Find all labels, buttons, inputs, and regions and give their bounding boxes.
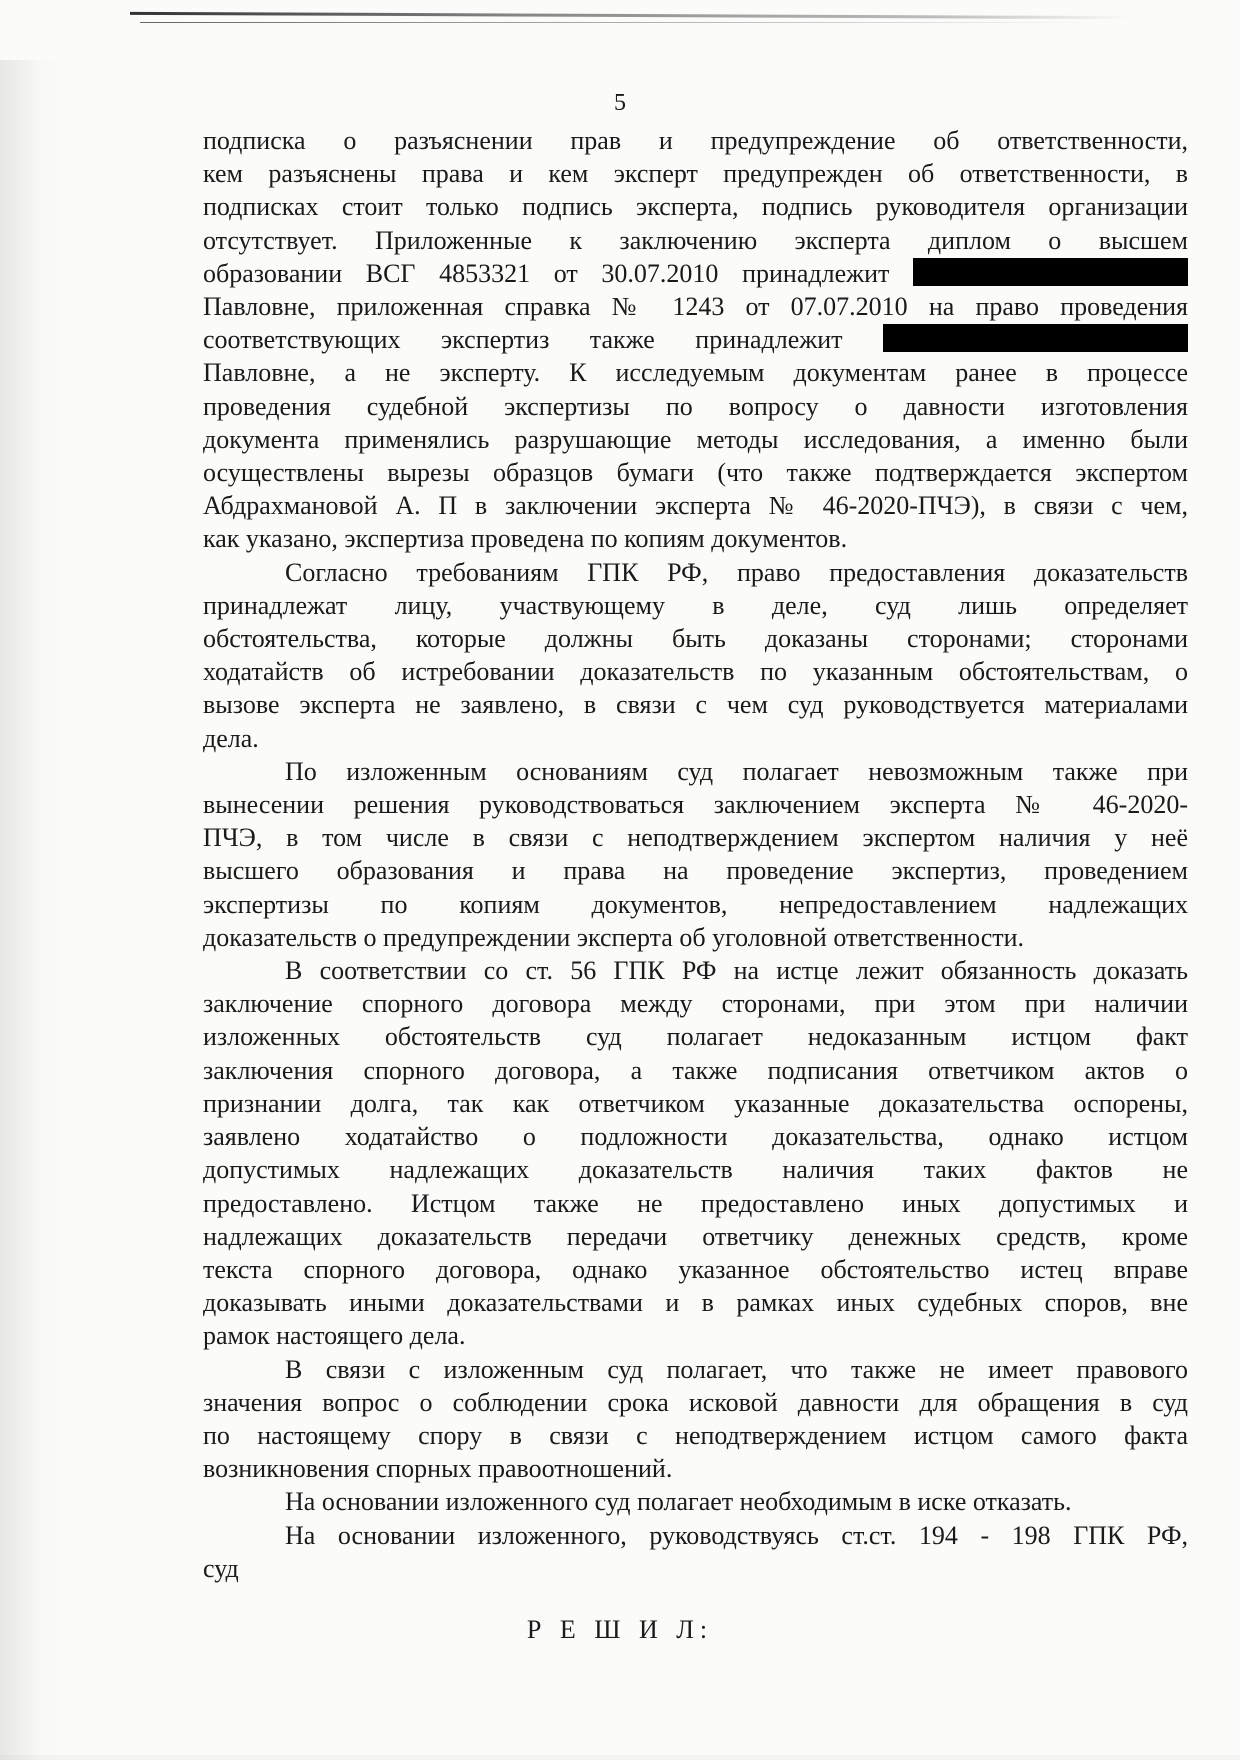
text-line bbox=[203, 788, 1188, 821]
scan-edge-top bbox=[130, 12, 1130, 19]
text-line bbox=[203, 390, 1188, 423]
text-line bbox=[203, 1552, 1188, 1585]
text-line-content: по настоящему спору в связи с неподтверждением истцом самого факта bbox=[203, 1420, 1188, 1450]
text-line-content: отсутствует. Приложенные к заключению эксперта диплом о высшем bbox=[203, 225, 1188, 255]
text-line bbox=[203, 423, 1188, 456]
text-line-content: вызове эксперта не заявлено, в связи с чем суд руководствуется материалами bbox=[203, 690, 1188, 720]
text-line bbox=[203, 622, 1188, 655]
text-line-content: значения вопрос о соблюдении срока исковой давности для обращения в суд bbox=[203, 1387, 1188, 1417]
text-line bbox=[203, 356, 1188, 389]
text-line bbox=[203, 888, 1188, 921]
text-line bbox=[203, 1054, 1188, 1087]
text-line bbox=[203, 456, 1188, 489]
paragraph bbox=[203, 556, 1188, 755]
text-line-content: На основании изложенного суд полагает необходимым в иске отказать. bbox=[285, 1487, 1072, 1517]
text-line bbox=[203, 821, 1188, 854]
paragraph bbox=[203, 755, 1188, 954]
decision-heading: Р Е Ш И Л: bbox=[526, 1615, 714, 1644]
text-line bbox=[203, 854, 1188, 887]
redaction-bar bbox=[913, 258, 1188, 286]
paragraph bbox=[203, 954, 1188, 1352]
text-line-content: доказывать иными доказательствами и в рамках иных судебных споров, вне bbox=[203, 1288, 1188, 1318]
text-line bbox=[203, 1020, 1188, 1053]
text-line bbox=[203, 1120, 1188, 1153]
text-line-content: ходатайств об истребовании доказательств по указанным обстоятельствам, о bbox=[203, 657, 1188, 687]
text-line-content: По изложенным основаниям суд полагает невозможным также при bbox=[285, 756, 1188, 786]
text-line-content: ПЧЭ, в том числе в связи с неподтверждением экспертом наличия у неё bbox=[203, 823, 1188, 853]
text-line-content: как указано, экспертиза проведена по копиям документов. bbox=[203, 524, 848, 554]
text-line-content: доказательств о предупреждении эксперта об уголовной ответственности. bbox=[203, 922, 1025, 952]
text-line bbox=[203, 489, 1188, 522]
text-line bbox=[203, 1153, 1188, 1186]
text-line bbox=[203, 556, 1188, 589]
text-line bbox=[203, 1087, 1188, 1120]
text-line-content: надлежащих доказательств передачи ответчику денежных средств, кроме bbox=[203, 1221, 1188, 1251]
text-line-content: Абдрахмановой А. П в заключении эксперта № 46-2020-ПЧЭ), в связи с чем, bbox=[203, 491, 1188, 521]
text-line bbox=[203, 722, 1188, 755]
page-number: 5 bbox=[614, 90, 626, 116]
text-line bbox=[203, 1319, 1188, 1352]
text-line bbox=[203, 1353, 1188, 1386]
text-line-content: Павловне, а не эксперту. К исследуемым документам ранее в процессе bbox=[203, 358, 1188, 388]
text-line-content: подписка о разъяснении прав и предупреждение об ответственности, bbox=[203, 126, 1188, 155]
text-line bbox=[203, 987, 1188, 1020]
text-line bbox=[203, 257, 1188, 290]
text-line-content: Павловне, приложенная справка № 1243 от 07.07.2010 на право проведения bbox=[203, 292, 1188, 322]
text-line bbox=[203, 1519, 1188, 1552]
text-line bbox=[203, 688, 1188, 721]
text-line bbox=[203, 157, 1188, 190]
text-line-content: На основании изложенного, руководствуясь ст.ст. 194 - 198 ГПК РФ, bbox=[285, 1520, 1188, 1550]
text-line-content: принадлежат лицу, участвующему в деле, суд лишь определяет bbox=[203, 590, 1188, 620]
body-text bbox=[203, 124, 1188, 1585]
text-line bbox=[203, 1187, 1188, 1220]
text-line-content: проведения судебной экспертизы по вопросу о давности изготовления bbox=[203, 391, 1188, 421]
scan-edge-top-secondary bbox=[140, 22, 1100, 23]
text-line bbox=[203, 1220, 1188, 1253]
paragraph bbox=[203, 1485, 1188, 1518]
text-line bbox=[203, 224, 1188, 257]
text-line-content: заключение спорного договора между сторонами, при этом при наличии bbox=[203, 989, 1188, 1019]
text-line-content: обстоятельства, которые должны быть доказаны сторонами; сторонами bbox=[203, 624, 1188, 654]
text-line-content: допустимых надлежащих доказательств наличия таких фактов не bbox=[203, 1155, 1188, 1185]
text-line-content: В связи с изложенным суд полагает, что также не имеет правового bbox=[285, 1354, 1188, 1384]
redaction-bar bbox=[883, 324, 1188, 352]
text-line bbox=[203, 323, 1188, 356]
text-line bbox=[203, 1286, 1188, 1319]
text-line-content: Согласно требованиям ГПК РФ, право предоставления доказательств bbox=[285, 557, 1188, 587]
text-line-content: образовании ВСГ 4853321 от 30.07.2010 принадлежит bbox=[203, 258, 890, 288]
text-line-content: заявлено ходатайство о подложности доказательства, однако истцом bbox=[203, 1122, 1188, 1152]
scan-shadow-left bbox=[0, 60, 70, 1760]
paragraph bbox=[203, 1353, 1188, 1486]
text-line-content: соответствующих экспертиз также принадлежит bbox=[203, 325, 843, 355]
text-line-content: подписках стоит только подпись эксперта, подпись руководителя организации bbox=[203, 192, 1188, 222]
text-line bbox=[203, 124, 1188, 157]
paragraph bbox=[203, 124, 1188, 556]
paragraph bbox=[203, 1519, 1188, 1585]
text-line-content: предоставлено. Истцом также не предоставлено иных допустимых и bbox=[203, 1188, 1188, 1218]
text-line bbox=[203, 1253, 1188, 1286]
text-line bbox=[203, 1485, 1188, 1518]
text-line-content: документа применялись разрушающие методы исследования, а именно были bbox=[203, 424, 1188, 454]
text-line-content: кем разъяснены права и кем эксперт предупрежден об ответственности, в bbox=[203, 159, 1188, 189]
text-line bbox=[203, 755, 1188, 788]
text-line bbox=[203, 655, 1188, 688]
text-line-content: изложенных обстоятельств суд полагает недоказанным истцом факт bbox=[203, 1022, 1188, 1052]
text-line-content: заключения спорного договора, а также подписания ответчиком актов о bbox=[203, 1055, 1188, 1085]
text-line bbox=[203, 921, 1188, 954]
text-line-content: высшего образования и права на проведение экспертиз, проведением bbox=[203, 856, 1188, 886]
text-line bbox=[203, 589, 1188, 622]
text-line-content: возникновения спорных правоотношений. bbox=[203, 1454, 673, 1484]
text-line bbox=[203, 1452, 1188, 1485]
text-line bbox=[203, 290, 1188, 323]
text-line bbox=[203, 190, 1188, 223]
text-line bbox=[203, 1419, 1188, 1452]
text-line-content: В соответствии со ст. 56 ГПК РФ на истце лежит обязанность доказать bbox=[285, 956, 1188, 986]
text-line-content: рамок настоящего дела. bbox=[203, 1321, 466, 1351]
text-line-content: признании долга, так как ответчиком указанные доказательства оспорены, bbox=[203, 1088, 1188, 1118]
text-line-content: суд bbox=[203, 1553, 239, 1583]
text-line-content: осуществлены вырезы образцов бумаги (что также подтверждается экспертом bbox=[203, 458, 1188, 488]
text-line-content: вынесении решения руководствоваться заключением эксперта № 46-2020- bbox=[203, 790, 1188, 820]
text-line-content: дела. bbox=[203, 723, 259, 753]
text-line bbox=[203, 522, 1188, 555]
text-line bbox=[203, 1386, 1188, 1419]
text-line-content: текста спорного договора, однако указанное обстоятельство истец вправе bbox=[203, 1254, 1188, 1284]
text-line-content: экспертизы по копиям документов, непредоставлением надлежащих bbox=[203, 889, 1188, 919]
text-line bbox=[203, 954, 1188, 987]
